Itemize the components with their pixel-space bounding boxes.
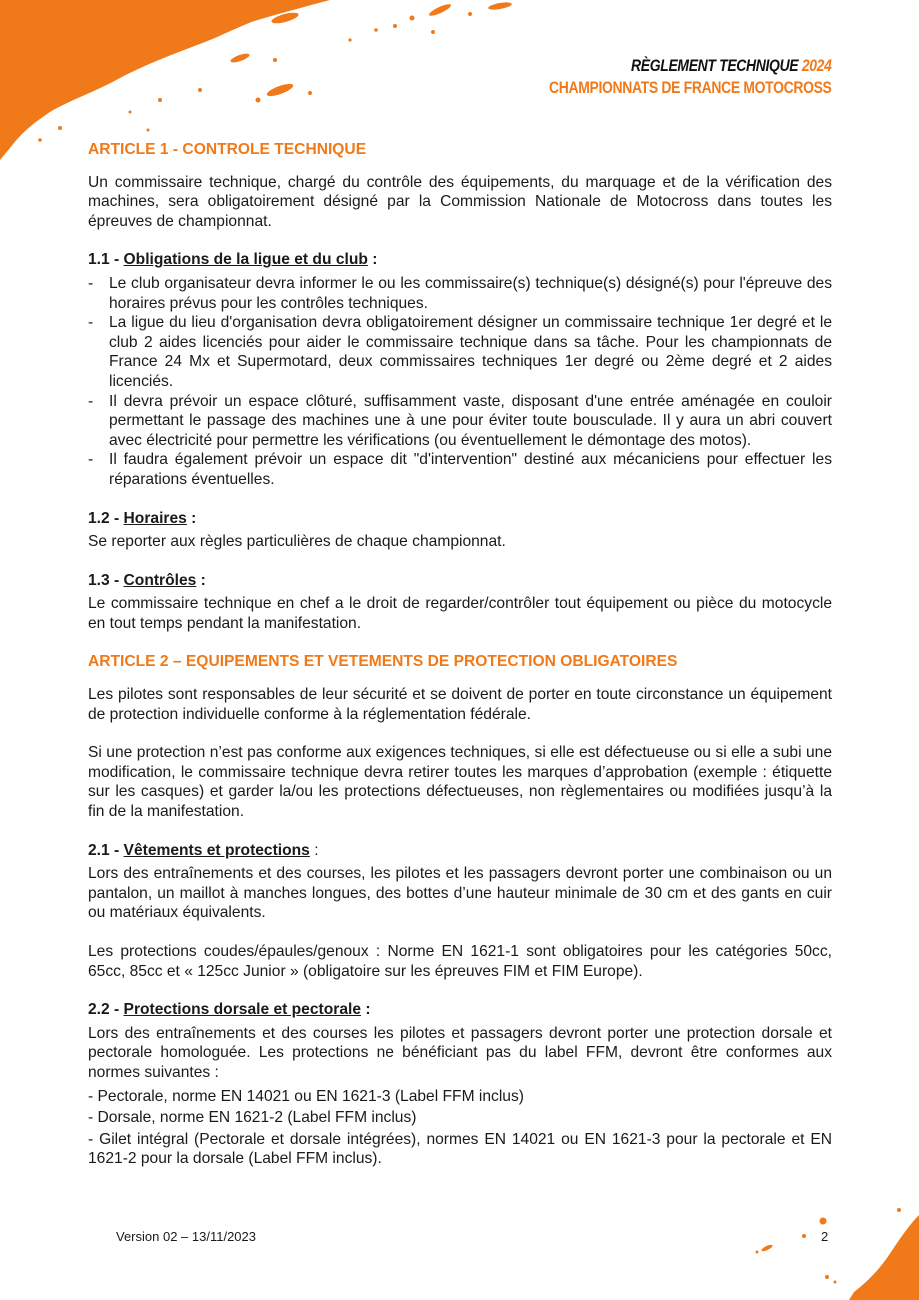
section-title: Contrôles	[123, 571, 197, 589]
section-colon: :	[196, 571, 206, 589]
section-1-2-text: Se reporter aux règles particulières de chaque championnat.	[88, 533, 506, 551]
norm-line: - Gilet intégral (Pectorale et dorsale intégrées), normes EN 14021 ou EN 1621-3 pour la pectorale et EN 1621-2 pour la dorsale (Label FFM inclus).	[88, 1130, 832, 1168]
section-title: Vêtements et protections	[123, 841, 310, 859]
section-2-1-paragraph-2: Les protections coudes/épaules/genoux : Norme EN 1621-1 sont obligatoires pour les catégories 50cc, 65cc, 85cc et « 125cc Junior » (obligatoire sur les épreuves FIM et FIM Europe).	[88, 943, 832, 980]
header-title-prefix: RÈGLEMENT TECHNIQUE	[631, 56, 803, 75]
section-1-3-heading	[88, 571, 832, 591]
section-title: Protections dorsale et pectorale	[123, 1001, 361, 1019]
section-2-2-paragraph: Lors des entraînements et des courses les pilotes et passagers devront porter une protection dorsale et pectorale homologuée. Les protections ne bénéficiant pas du label FFM, devront être conformes aux normes suivantes :	[88, 1024, 832, 1081]
section-1-2-heading	[88, 509, 832, 529]
section-colon: :	[367, 251, 378, 269]
section-1-1-heading	[88, 250, 832, 270]
list-item: - Il faudra également prévoir un espace dit "d'intervention" destiné aux mécaniciens pour effectuer les réparations éventuelles.	[88, 450, 832, 489]
section-2-2-heading	[88, 1000, 832, 1020]
norm-line: - Pectorale, norme EN 14021 ou EN 1621-3 (Label FFM inclus)	[88, 1087, 524, 1105]
section-2-1-heading	[88, 841, 832, 861]
norm-line: - Dorsale, norme EN 1621-2 (Label FFM inclus)	[88, 1109, 417, 1127]
section-number: 1.2 -	[88, 509, 124, 527]
section-number: 2.1 -	[88, 841, 124, 859]
document-body	[88, 140, 832, 1171]
section-number: 2.2 -	[88, 1001, 124, 1019]
section-title: Horaires	[123, 509, 187, 527]
list-item: - Il devra prévoir un espace clôturé, suffisamment vaste, disposant d'une entrée aménagée en couloir permettant le passage des machines une à une pour éviter toute bousculade. Il y aura un abri couvert avec électricité pour permettre les vérifications (ou éventuellement le démontage des motos).	[88, 392, 832, 451]
section-title: Obligations de la ligue et du club	[123, 251, 368, 269]
section-colon: :	[361, 1001, 371, 1019]
header-title	[549, 55, 832, 77]
header-year: 2024	[802, 56, 832, 75]
section-1-3-text: Le commissaire technique en chef a le droit de regarder/contrôler tout équipement ou pièce du motocycle en tout temps pendant la manifestation.	[88, 595, 832, 632]
section-2-2-norms	[88, 1087, 832, 1169]
article-1-intro: Un commissaire technique, chargé du contrôle des équipements, du marquage et de la vérification des machines, sera obligatoirement désigné par la Commission Nationale de Motocross dans toutes les épreuves de championnat.	[88, 173, 832, 230]
article-2-title: ARTICLE 2 – EQUIPEMENTS ET VETEMENTS DE PROTECTION OBLIGATOIRES	[88, 653, 678, 671]
orange-paint-splash-bottom	[749, 1200, 919, 1300]
section-number: 1.3 -	[88, 571, 124, 589]
section-colon: :	[309, 841, 319, 859]
list-item: - La ligue du lieu d'organisation devra obligatoirement désigner un commissaire technique 1er degré et le club 2 aides licenciés pour aider le commissaire technique dans sa tâche. Pour les championnats de France 24 Mx et Supermotard, deux commissaires techniques 1er degré ou 2ème degré et 2 aides licenciés.	[88, 313, 832, 391]
section-1-1-list	[88, 274, 832, 490]
document-header	[487, 55, 832, 99]
list-item: - Le club organisateur devra informer le ou les commissaire(s) technique(s) désigné(s) pour l'épreuve des horaires prévus pour les contrôles techniques.	[88, 274, 832, 313]
page-number: 2	[821, 1229, 829, 1244]
footer-version: Version 02 – 13/11/2023	[116, 1229, 256, 1244]
article-2-paragraph-1: Les pilotes sont responsables de leur sécurité et se doivent de porter en toute circonstance un équipement de protection individuelle conforme à la réglementation fédérale.	[88, 686, 832, 723]
section-number: 1.1 -	[88, 251, 124, 269]
header-subtitle: CHAMPIONNATS DE FRANCE MOTOCROSS	[549, 78, 832, 97]
article-1-title: ARTICLE 1 - CONTROLE TECHNIQUE	[88, 141, 367, 158]
article-2-paragraph-2: Si une protection n’est pas conforme aux exigences techniques, si elle est défectueuse ou si elle a subi une modification, le commissaire technique devra retirer toutes les marques d’approbation (exemple : étiquette sur les casques) et garder la/ou les protections défectueuses, non règlementaires ou modifiées jusqu’à la fin de la manifestation.	[88, 744, 832, 821]
section-2-1-paragraph-1: Lors des entraînements et des courses, les pilotes et les passagers devront porter une combinaison ou un pantalon, un maillot à manches longues, des bottes d’une hauteur minimale de 30 cm et des gants en cuir ou matériaux équivalents.	[88, 865, 832, 922]
section-colon: :	[186, 509, 197, 527]
